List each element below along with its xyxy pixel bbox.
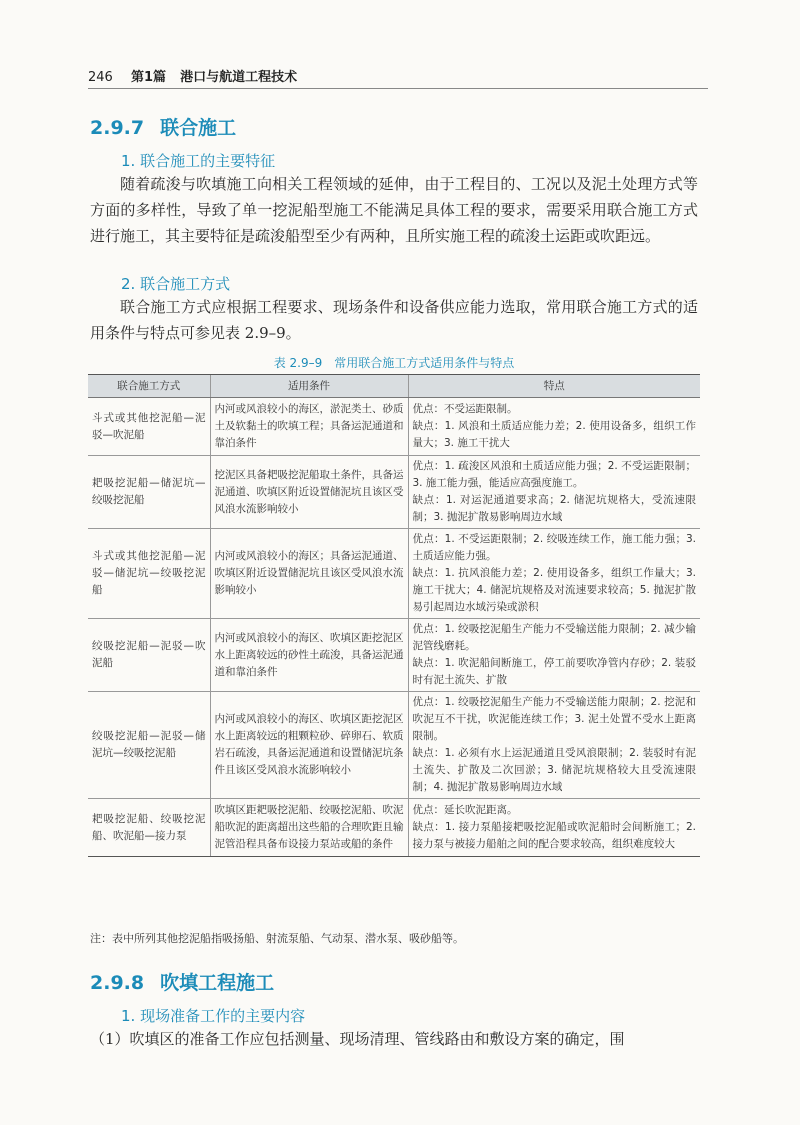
column-header: 适用条件	[210, 375, 408, 398]
section-number: 2.9.8	[90, 972, 145, 994]
table-row	[88, 529, 700, 619]
advantages-text: 优点：1. 不受运距限制；2. 绞吸连续工作，施工能力强；3. 土质适应能力强。	[412, 533, 696, 562]
running-header	[88, 66, 708, 85]
paragraph: （1）吹填区的准备工作应包括测量、现场清理、管线路由和敷设方案的确定，围	[90, 1030, 625, 1048]
section-title: 吹填工程施工	[160, 972, 275, 994]
condition-cell: 挖泥区具备耙吸挖泥船取土条件，具备运泥通道、吹填区附近设置储泥坑且该区受风浪水流影响较小	[210, 456, 408, 529]
condition-cell: 内河或风浪较小的海区、吹填区距挖泥区水上距离较远的砂性土疏浚，具备运泥通道和靠泊条件	[210, 619, 408, 692]
table-row	[88, 799, 700, 857]
section-title: 联合施工	[160, 117, 237, 139]
header-rule	[88, 88, 708, 89]
disadvantages-text: 缺点：1. 接力泵船接耙吸挖泥船或吹泥船时会间断施工；2. 接力泵与被接力船舶之间的配合要求较高，组织难度较大	[412, 821, 696, 850]
disadvantages-text: 缺点：1. 必须有水上运泥通道且受风浪限制；2. 装驳时有泥土流失、扩散及二次回淤；3. 储泥坑规格较大且受流速限制；4. 抛泥扩散易影响周边水域	[412, 747, 696, 793]
section-number: 2.9.7	[90, 117, 145, 139]
table-caption: 表 2.9–9 常用联合施工方式适用条件与特点	[273, 356, 515, 370]
method-cell: 绞吸挖泥船—泥驳—储泥坑—绞吸挖泥船	[88, 692, 210, 799]
chapter-title: 港口与航道工程技术	[180, 70, 298, 85]
advantages-text: 优点：1. 绞吸挖泥船生产能力不受输送能力限制；2. 挖泥和吹泥互不干扰，吹泥能连续工作；3. 泥土处置不受水上距离限制。	[412, 696, 696, 742]
table-header-row	[88, 375, 700, 398]
features-cell	[408, 398, 700, 456]
features-cell	[408, 529, 700, 619]
condition-cell: 内河或风浪较小的海区，淤泥类土、砂质土及软黏土的吹填工程；具备运泥通道和靠泊条件	[210, 398, 408, 456]
table-row	[88, 692, 700, 799]
subsection-heading: 1. 现场准备工作的主要内容	[121, 1007, 306, 1025]
disadvantages-text: 缺点：1. 吹泥船间断施工，停工前要吹净管内存砂；2. 装驳时有泥土流失、扩散	[412, 657, 696, 686]
part-label: 第1篇	[130, 70, 167, 85]
column-header: 联合施工方式	[88, 375, 210, 398]
features-cell	[408, 799, 700, 857]
advantages-text: 优点：1. 疏浚区风浪和土质适应能力强；2. 不受运距限制；3. 施工能力强，能适应高强度施工。	[412, 460, 696, 489]
methods-table	[88, 374, 700, 857]
condition-cell: 内河或风浪较小的海区、吹填区距挖泥区水上距离较远的粗颗粒砂、碎卵石、软质岩石疏浚，具备运泥通道和设置储泥坑条件且该区受风浪水流影响较小	[210, 692, 408, 799]
table-note: 注：表中所列其他挖泥船指吸扬船、射流泵船、气动泵、潜水泵、吸砂船等。	[90, 932, 464, 945]
table-row	[88, 619, 700, 692]
subsection-heading: 2. 联合施工方式	[121, 275, 231, 293]
method-cell: 耙吸挖泥船—储泥坑—绞吸挖泥船	[88, 456, 210, 529]
method-cell: 斗式或其他挖泥船—泥驳—吹泥船	[88, 398, 210, 456]
advantages-text: 优点：延长吹泥距离。	[412, 804, 518, 816]
method-cell: 绞吸挖泥船—泥驳—吹泥船	[88, 619, 210, 692]
disadvantages-text: 缺点：1. 抗风浪能力差；2. 使用设备多，组织工作量大；3. 施工干扰大；4. 储泥坑规格及对流速要求较高；5. 抛泥扩散易引起周边水域污染或淤积	[412, 567, 696, 613]
condition-cell: 内河或风浪较小的海区；具备运泥通道、吹填区附近设置储泥坑且该区受风浪水流影响较小	[210, 529, 408, 619]
features-cell	[408, 692, 700, 799]
method-cell: 斗式或其他挖泥船—泥驳—储泥坑—绞吸挖泥船	[88, 529, 210, 619]
paragraph: 随着疏浚与吹填施工向相关工程领域的延伸，由于工程目的、工况以及泥土处理方式等方面的多样性，导致了单一挖泥船型施工不能满足具体工程的要求，需要采用联合施工方式进行施工，其主要特征是疏浚船型至少有两种，且所实施工程的疏浚土运距或吹距远。	[90, 175, 698, 245]
table-row	[88, 398, 700, 456]
features-cell	[408, 456, 700, 529]
advantages-text: 优点：1. 绞吸挖泥船生产能力不受输送能力限制；2. 减少输泥管线磨耗。	[412, 623, 696, 652]
disadvantages-text: 缺点：1. 对运泥通道要求高；2. 储泥坑规格大，受流速限制；3. 抛泥扩散易影响周边水域	[412, 494, 696, 523]
method-cell: 耙吸挖泥船、绞吸挖泥船、吹泥船—接力泵	[88, 799, 210, 857]
paragraph: 联合施工方式应根据工程要求、现场条件和设备供应能力选取，常用联合施工方式的适用条件与特点可参见表 2.9–9。	[90, 298, 698, 342]
advantages-text: 优点：不受运距限制。	[412, 403, 518, 415]
disadvantages-text: 缺点：1. 风浪和土质适应能力差；2. 使用设备多，组织工作量大；3. 施工干扰大	[412, 420, 696, 449]
section-heading-297	[90, 113, 236, 140]
subsection-heading: 1. 联合施工的主要特征	[121, 152, 276, 170]
section-heading-298	[90, 968, 274, 995]
condition-cell: 吹填区距耙吸挖泥船、绞吸挖泥船、吹泥船吹泥的距离超出这些船的合理吹距且输泥管沿程具备布设接力泵站或船的条件	[210, 799, 408, 857]
table-row	[88, 456, 700, 529]
page-number: 246	[88, 70, 113, 85]
column-header: 特点	[408, 375, 700, 398]
features-cell	[408, 619, 700, 692]
